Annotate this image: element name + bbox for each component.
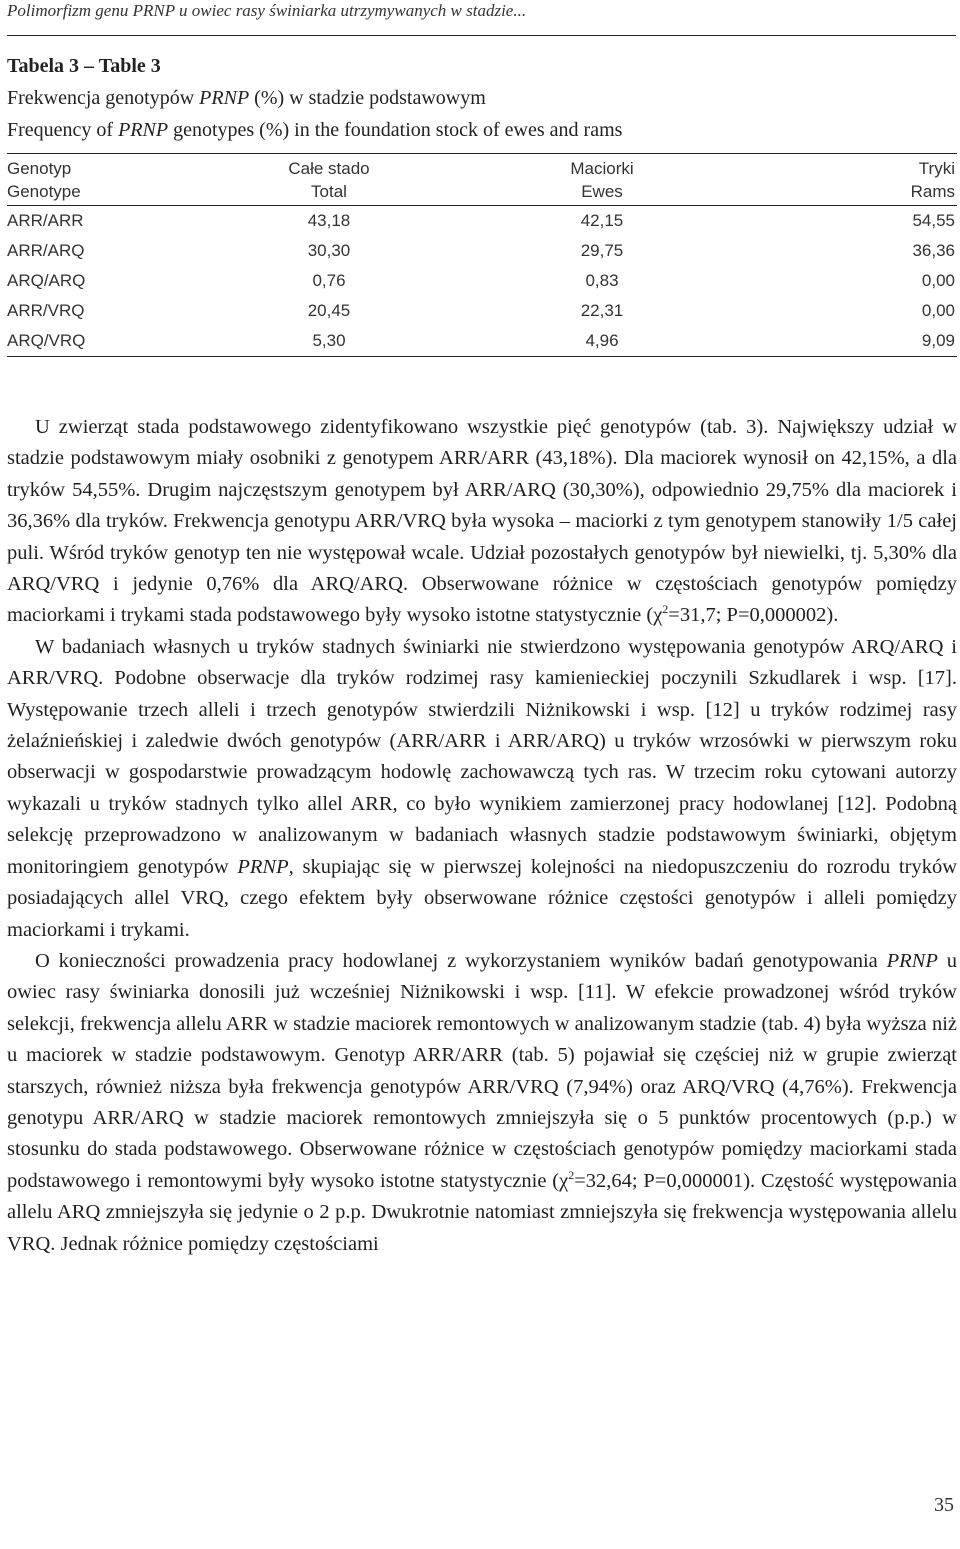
running-head: Polimorfizm genu PRNP u owiec rasy świniarka utrzymywanych w stadzie...: [7, 1, 527, 20]
cell-rams: 0,00: [921, 301, 955, 320]
cell-rams: 0,00: [921, 271, 955, 290]
paragraph-text: W badaniach własnych u tryków stadnych świniarki nie stwierdzono występowania genotypów ARQ/ARQ i ARR/VRQ. Podobne obserwacje dla tryków rodzimej rasy kamienieckiej poczynili Szkudlarek i wsp. [17]. Występowanie trzech alleli i trzech genotypów stwierdzili Niżnikowski i wsp. [12] u tryków rodzimej rasy żelaźnieńskiej i zaledwie dwóch genotypów (ARR/ARR i ARR/ARQ) u tryków wrzosówki w pierwszym roku obserwacji w gospodarstwie prowadzącym hodowlę zachowawczą tych ras. W trzecim roku cytowani autorzy wykazali u tryków stadnych tylko allel ARR, co było wynikiem zamierzonej pracy hodowlanej [12]. Podobną selekcję przeprowadzono w analizowanym w badaniach własnych stadzie podstawowym świniarki, objętym monitoringiem genotypów: [7, 635, 957, 878]
caption-polish-text-end: (%) w stadzie podstawowym: [249, 87, 486, 109]
cell-ewes: 0,83: [585, 271, 619, 290]
paragraph-text: U zwierząt stada podstawowego zidentyfikowano wszystkie pięć genotypów (tab. 3). Największy udział w stadzie podstawowym miały osobniki z genotypem ARR/ARR (43,18%). Dla maciorek wynosił on 42,15%, a dla tryków 54,55%. Drugim najczęstszym genotypem był ARR/ARQ (30,30%), odpowiednio 29,75% dla maciorek i 36,36% dla tryków. Frekwencja genotypu ARR/VRQ była wysoka – maciorki z tym genotypem stanowiły 1/5 całej puli. Wśród tryków genotyp ten nie występował wcale. Udział pozostałych genotypów był niewielki, tj. 5,30% dla ARQ/VRQ i jedynie 0,76% dla ARQ/ARQ. Obserwowane różnice w częstościach genotypów pomiędzy maciorkami i trykami stada podstawowego były wysoko istotne statystycznie (χ: [7, 416, 957, 627]
paragraph: [7, 946, 957, 1260]
header-genotype: Genotyp Genotype: [7, 154, 227, 206]
page-number: 35: [934, 1494, 954, 1516]
header-total: Całe stado Total: [227, 154, 431, 206]
cell-genotype: ARQ/ARQ: [7, 271, 86, 290]
table-header-row: [7, 154, 957, 206]
header-rule: [7, 35, 956, 36]
table-caption: [7, 50, 955, 146]
cell-ewes: 22,31: [580, 301, 624, 320]
cell-genotype: ARR/VRQ: [7, 301, 85, 320]
paragraph: [7, 412, 957, 632]
gene-name: PRNP: [237, 855, 289, 878]
cell-rams: 9,09: [773, 326, 957, 357]
paragraph: [7, 632, 957, 946]
cell-rams: 36,36: [912, 241, 955, 260]
header-rams: Tryki Rams: [773, 154, 957, 206]
table-row: [7, 236, 957, 266]
superscript: 2: [568, 1167, 575, 1182]
article-body: [7, 412, 957, 1260]
table-row: [7, 296, 957, 326]
caption-english-text: Frequency of: [7, 119, 119, 141]
header-ewes: Maciorki Ewes: [431, 154, 773, 206]
gene-name: PRNP: [886, 949, 938, 972]
cell-genotype: ARR/ARR: [7, 211, 84, 230]
superscript: 2: [662, 602, 669, 617]
table-row: [7, 206, 957, 237]
paragraph-text: , skupiając się w pierwszej kolejności na niedopuszczeniu do rozrodu tryków posiadających allel VRQ, czego efektem były obserwowane różnice częstości genotypów i alleli pomiędzy maciorkami i trykami.: [7, 855, 958, 941]
caption-gene-name-en: PRNP: [118, 119, 169, 141]
paragraph-text: O konieczności prowadzenia pracy hodowlanej z wykorzystaniem wyników badań genotypowania: [35, 949, 887, 972]
cell-ewes: 42,15: [580, 211, 624, 230]
cell-total: 0,76: [312, 271, 346, 290]
caption-polish: [7, 82, 955, 114]
cell-genotype: ARR/ARQ: [7, 241, 85, 260]
caption-gene-name: PRNP: [199, 87, 250, 109]
cell-genotype: ARQ/VRQ: [7, 326, 227, 357]
caption-english-text-end: genotypes (%) in the foundation stock of ewes and rams: [168, 119, 623, 141]
cell-total: 43,18: [307, 211, 351, 230]
cell-total: 5,30: [227, 326, 431, 357]
cell-ewes: 29,75: [580, 241, 624, 260]
cell-total: 30,30: [307, 241, 351, 260]
table-row: [7, 326, 957, 357]
table-label: Tabela 3 – Table 3: [7, 55, 161, 77]
paragraph-text: u owiec rasy świniarka donosili już wcześniej Niżnikowski i wsp. [11]. W efekcie prowadzonej wśród tryków selekcji, frekwencja allelu ARR w stadzie maciorek remontowych w analizowanym stadzie (tab. 4) była wyższa niż u maciorek w stadzie podstawowym. Genotyp ARR/ARR (tab. 5) pojawiał się częściej niż w grupie zwierząt starszych, również niższa była frekwencja genotypów ARR/VRQ (7,94%) oraz ARQ/VRQ (4,76%). Frekwencja genotypu ARR/ARQ w stadzie maciorek remontowych zmniejszyła się o 5 punktów procentowych (p.p.) w stosunku do stada podstawowego. Obserwowane różnice w częstościach genotypów pomiędzy maciorkami stada podstawowego i remontowymi były wysoko istotne statystycznie (χ: [7, 949, 958, 1192]
cell-ewes: 4,96: [431, 326, 773, 357]
cell-total: 20,45: [307, 301, 351, 320]
genotype-frequency-table: [7, 153, 957, 357]
cell-rams: 54,55: [912, 211, 955, 230]
caption-english: [7, 114, 955, 146]
paragraph-text: =32,64; P=0,000001). Częstość występowania allelu ARQ zmniejszyła się jedynie o 2 p.p. Dwukrotnie natomiast zmniejszyła się frekwencja występowania allelu VRQ. Jednak różnice pomiędzy częstościami: [7, 1169, 957, 1255]
paragraph-text: =31,7; P=0,000002).: [668, 604, 839, 627]
table-row: [7, 266, 957, 296]
caption-polish-text: Frekwencja genotypów: [7, 87, 200, 109]
